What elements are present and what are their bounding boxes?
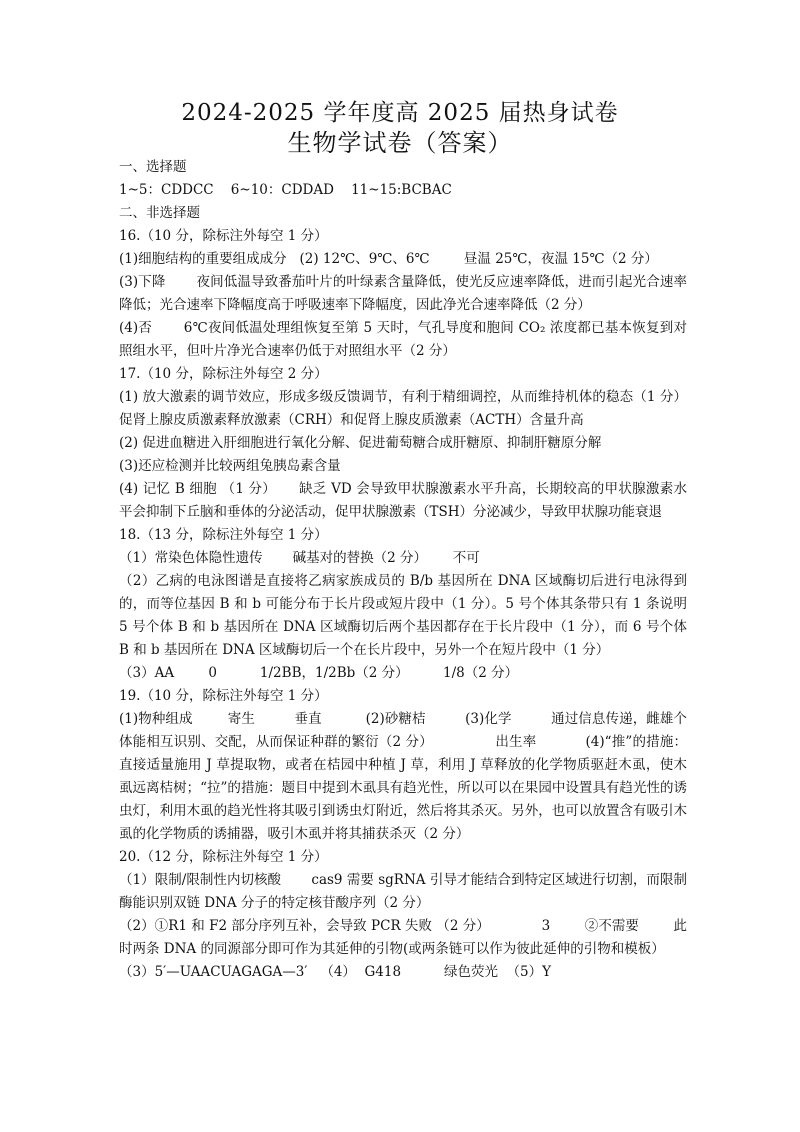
q16-answer-3: (3)下降 夜间低温导致番茄叶片的叶绿素含量降低，使光反应速率降低，进而引起光合速率降低；光合速率下降幅度高于呼吸速率下降幅度，因此净光合速率降低（2 分） [119, 274, 687, 313]
q16-answer-1-2: (1)细胞结构的重要组成成分 (2) 12℃、9℃、6℃ 昼温 25℃，夜温 15℃（2 分） [119, 251, 658, 267]
q19-answer: (1)物种组成 寄生 垂直 (2)砂糖桔 (3)化学 通过信息传递，雌雄个体能相互识别、交配，从而保证种群的繁衍（2 分） 出生率 (4)“推”的措施：直接适量施用 J 草提取物，或者在桔园中种植 J 草，利用 J 草释放的化学物质驱赶木虱，使木虱远离桔树；“拉”的措施：题目中提到木虱具有趋光性，所以可以在果园中设置具有趋光性的诱虫灯，利用木虱的趋光性将其吸引到诱虫灯附近，然后将其杀灭。另外，也可以放置含有吸引木虱的化学物质的诱捕器，吸引木虱并将其捕获杀灭（2 分） [119, 711, 687, 842]
q18-answer-1: （1）常染色体隐性遗传 碱基对的替换（2 分） 不可 [119, 550, 480, 566]
q20-header: 20.（12 分，除标注外每空 1 分） [119, 849, 328, 865]
q17-answer-3: (3)还应检测并比较两组兔胰岛素含量 [119, 458, 341, 474]
section-heading-nonchoice: 二、非选择题 [119, 205, 200, 221]
multiple-choice-answers: 1~5：CDDCC 6~10：CDDAD 11~15:BCBAC [119, 182, 452, 198]
q16-answer-4: (4)否 6℃夜间低温处理组恢复至第 5 天时，气孔导度和胞间 CO₂ 浓度都已基本恢复到对照组水平，但叶片净光合速率仍低于对照组水平（2 分） [119, 320, 687, 359]
q17-answer-4: (4) 记忆 B 细胞 （1 分） 缺乏 VD 会导致甲状腺激素水平升高，长期较高的甲状腺激素水平会抑制下丘脑和垂体的分泌活动，促甲状腺激素（TSH）分泌减少，导致甲状腺功能衰退 [119, 481, 687, 520]
exam-subtitle: 生物学试卷（答案） [287, 129, 513, 157]
q18-header: 18.（13 分，除标注外每空 1 分） [119, 527, 328, 543]
q20-answer-2: （2）①R1 和 F2 部分序列互补，会导致 PCR 失败 （2 分） 3 ②不需要 此时两条 DNA 的同源部分即可作为其延伸的引物(或两条链可以作为彼此延伸的引物和模板） [119, 918, 687, 957]
section-heading-choice: 一、选择题 [119, 159, 187, 175]
exam-title: 2024-2025 学年度高 2025 届热身试卷 [181, 100, 619, 126]
question-17 [119, 363, 709, 524]
q18-answer-3: （3）AA 0 1/2BB，1/2Bb（2 分） 1/8（2 分） [119, 665, 519, 681]
q19-header: 19.（10 分，除标注外每空 1 分） [119, 688, 328, 704]
q17-answer-1: (1) 放大激素的调节效应，形成多级反馈调节，有利于精细调控，从而维持机体的稳态（1 分） 促肾上腺皮质激素释放激素（CRH）和促肾上腺皮质激素（ACTH）含量升高 [119, 389, 709, 428]
q18-answer-2: （2）乙病的电泳图谱是直接将乙病家族成员的 B/b 基因所在 DNA 区域酶切后进行电泳得到的，而等位基因 B 和 b 可能分布于长片段或短片段中（1 分）。5 号个体其条带只有 1 条说明 5 号个体 B 和 b 基因所在 DNA 区域酶切后两个基因都存在于长片段中（1 分），而 6 号个体 B 和 b 基因所在 DNA 区域酶切后一个在长片段中，另外一个在短片段中（1 分） [119, 573, 687, 658]
q16-header: 16.（10 分，除标注外每空 1 分） [119, 228, 328, 244]
question-19 [119, 685, 687, 846]
question-16 [119, 225, 687, 363]
q20-answer-3-5: （3）5′—UAACUAGAGA—3′ （4） G418 绿色荧光 （5）Y [119, 964, 552, 980]
q20-answer-1: （1）限制/限制性内切核酸 cas9 需要 sgRNA 引导才能结合到特定区域进行切割，而限制酶能识别双链 DNA 分子的特定核苷酸序列（2 分） [119, 872, 687, 911]
question-20 [119, 846, 687, 984]
q17-answer-2: (2) 促进血糖进入肝细胞进行氧化分解、促进葡萄糖合成肝糖原、抑制肝糖原分解 [119, 435, 602, 451]
question-18 [119, 524, 687, 685]
answer-body [119, 156, 709, 984]
q17-header: 17.（10 分，除标注外每空 2 分） [119, 366, 328, 382]
